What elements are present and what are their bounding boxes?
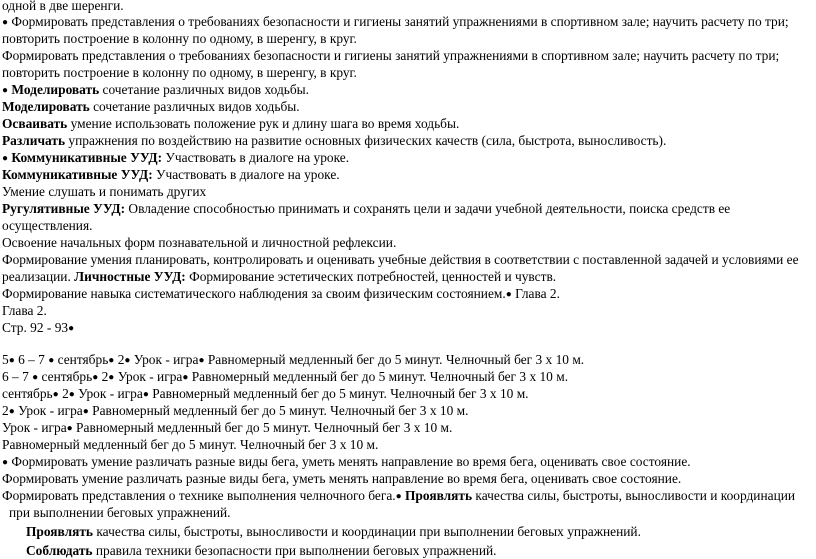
text-line-29: Формировать представления о технике выполнения челночного бега.● Проявлять качества силы, быстроты, выносливости и координации	[2, 488, 796, 503]
text-line-25: Урок - игра● Равномерный медленный бег до 5 минут. Челночный бег 3 х 10 м.	[2, 420, 453, 435]
bullet-icon: ●	[48, 355, 55, 366]
bullet-icon: ●	[395, 491, 402, 502]
bullet-icon: ●	[52, 389, 59, 400]
bullet-icon: ●	[142, 389, 149, 400]
bullet-icon: ●	[2, 17, 9, 28]
text-line-11: Коммуникативные УУД: Участвовать в диалоге на уроке.	[2, 167, 340, 182]
text-line-28: Формировать умение различать разные виды бега, уметь менять направление во время бега, оценивать свое состояние.	[2, 471, 682, 486]
bullet-icon: ●	[92, 372, 99, 383]
text-line-10: ● Коммуникативные УУД: Участвовать в диалоге на уроке.	[2, 150, 350, 165]
text-line-18: Формирование навыка систематического наблюдения за своим физическим состоянием.● Глава 2.	[2, 286, 560, 301]
bullet-icon: ●	[505, 289, 512, 300]
text-line-21: 5● 6 – 7 ● сентябрь● 2● Урок - игра● Равномерный медленный бег до 5 минут. Челночный бег 3 х 10 м.	[2, 352, 585, 367]
text-line-22: 6 – 7 ● сентябрь● 2● Урок - игра● Равномерный медленный бег до 5 минут. Челночный бег 3 х 10 м.	[2, 369, 569, 384]
bullet-icon: ●	[2, 85, 9, 96]
bullet-icon: ●	[124, 355, 131, 366]
text-line-32: Соблюдать правила техники безопасности при выполнении беговых упражнений.	[26, 543, 497, 558]
text-line-30: при выполнении беговых упражнений.	[9, 505, 231, 520]
bullet-icon: ●	[182, 372, 189, 383]
bullet-icon: ●	[198, 355, 205, 366]
bullet-icon: ●	[8, 355, 15, 366]
bullet-icon: ●	[108, 372, 115, 383]
bullet-icon: ●	[68, 389, 75, 400]
bullet-icon: ●	[68, 323, 75, 334]
text-line-16: Формирование умения планировать, контролировать и оценивать учебные действия в соответствии с поставленной задачей и условиями ее	[2, 252, 799, 267]
text-line-7: Моделировать сочетание различных видов ходьбы.	[2, 99, 300, 114]
text-line-24: 2● Урок - игра● Равномерный медленный бег до 5 минут. Челночный бег 3 х 10 м.	[2, 403, 469, 418]
text-line-9: Различать упражнения по воздействию на развитие основных физических качеств (сила, быстрота, выносливость).	[2, 133, 667, 148]
text-line-23: сентябрь● 2● Урок - игра● Равномерный медленный бег до 5 минут. Челночный бег 3 х 10 м.	[2, 386, 529, 401]
text-line-27: ● Формировать умение различать разные виды бега, уметь менять направление во время бега, оценивать свое состояние.	[2, 454, 691, 469]
text-line-8: Осваивать умение использовать положение рук и длину шага во время ходьбы.	[2, 116, 460, 131]
text-line-14: осуществления.	[2, 218, 93, 233]
text-line-26: Равномерный медленный бег до 5 минут. Челночный бег 3 х 10 м.	[2, 437, 379, 452]
text-line-3: повторить построение в колонну по одному, в шеренгу, в круг.	[2, 31, 357, 46]
text-line-13: Ругулятивные УУД: Овладение способностью принимать и сохранять цели и задачи учебной деятельности, поиска средств ее	[2, 201, 731, 216]
text-line-4: Формировать представления о требованиях безопасности и гигиены занятий упражнениями в спортивном зале; научить расчету по три;	[2, 48, 780, 63]
bullet-icon: ●	[82, 406, 89, 417]
bullet-icon: ●	[2, 457, 9, 468]
bullet-icon: ●	[66, 423, 73, 434]
text-line-1: одной в две шеренги.	[2, 0, 124, 13]
text-line-19: Глава 2.	[2, 303, 47, 318]
text-line-17: реализации. Личностные УУД: Формирование эстетических потребностей, ценностей и чувств.	[2, 269, 557, 284]
text-line-5: повторить построение в колонну по одному, в шеренгу, в круг.	[2, 65, 357, 80]
bullet-icon: ●	[2, 153, 9, 164]
bullet-icon: ●	[32, 372, 39, 383]
text-line-31: Проявлять качества силы, быстроты, выносливости и координации при выполнении беговых упражнений.	[26, 524, 641, 539]
text-line-20: Стр. 92 - 93●	[2, 320, 75, 335]
text-line-12: Умение слушать и понимать других	[2, 184, 207, 199]
text-line-6: ● Моделировать сочетание различных видов ходьбы.	[2, 82, 310, 97]
text-line-2: ● Формировать представления о требованиях безопасности и гигиены занятий упражнениями в спортивном зале; научить расчету по три;	[2, 14, 789, 29]
bullet-icon: ●	[8, 406, 15, 417]
text-line-15: Освоение начальных форм познавательной и личностной рефлексии.	[2, 235, 397, 250]
bullet-icon: ●	[108, 355, 115, 366]
